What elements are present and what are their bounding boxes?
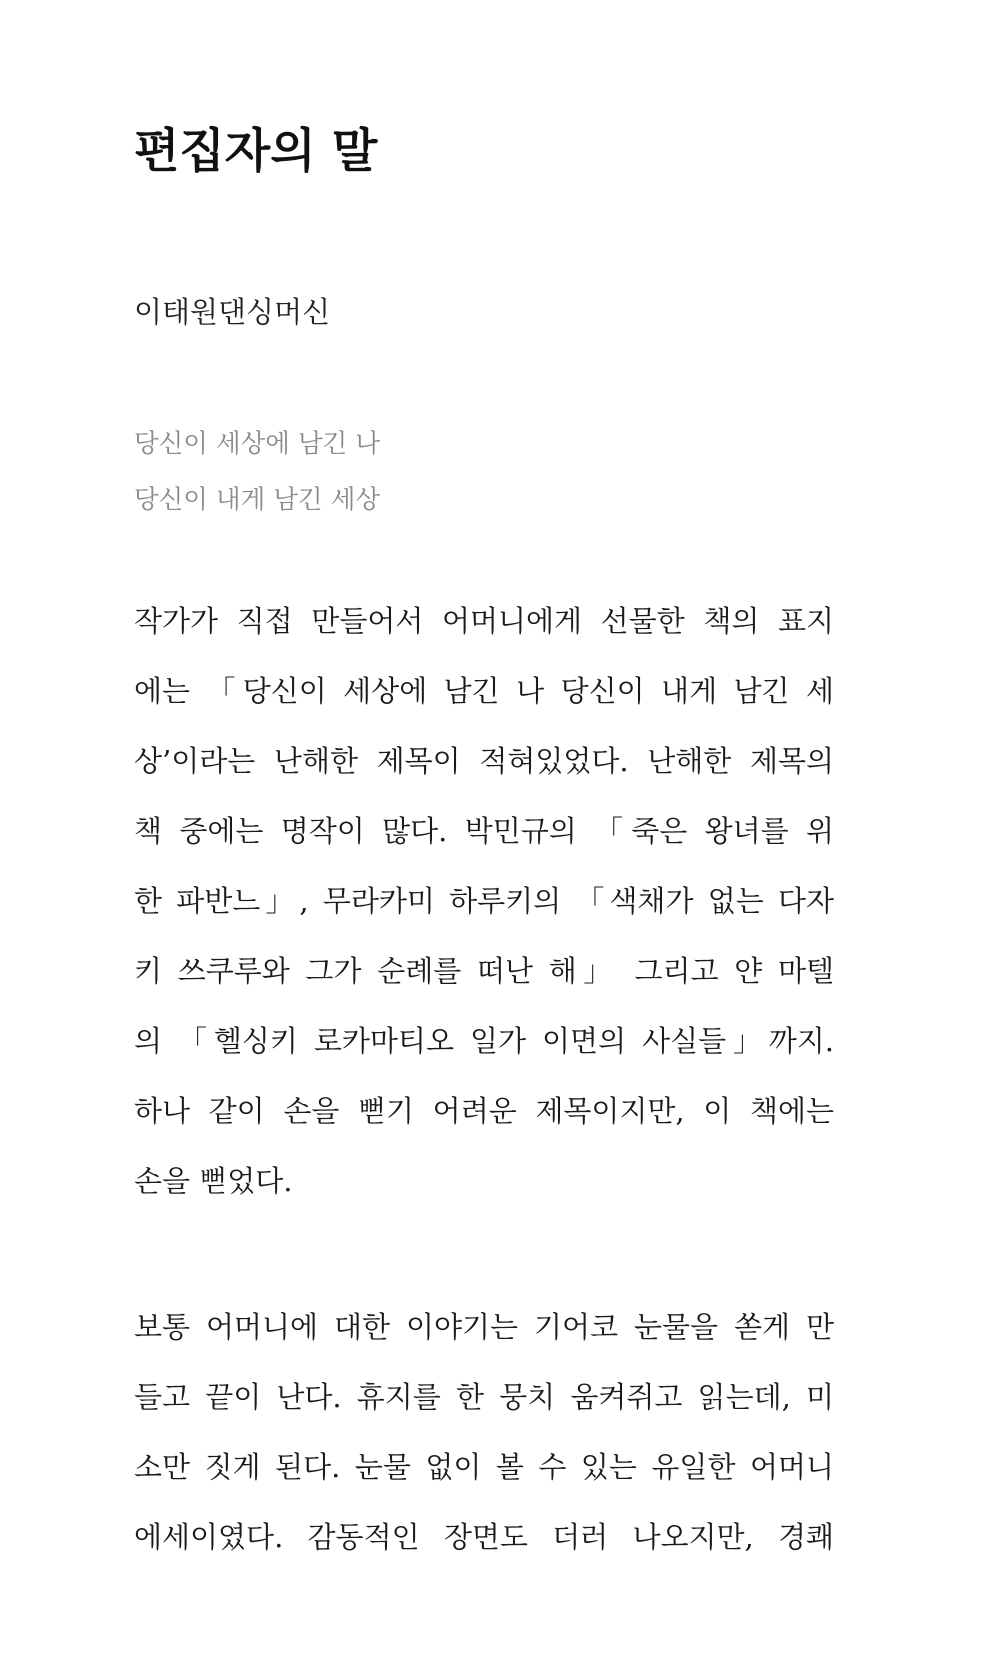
paragraph-line: 에세이였다. 감동적인 장면도 더러 나오지만, 경쾌 <box>134 1520 834 1554</box>
paragraph-line: 들고 끝이 난다. 휴지를 한 뭉치 움켜쥐고 읽는데, 미 <box>134 1380 834 1414</box>
page-title: 편집자의 말 <box>134 124 378 179</box>
paragraph-line: 책 중에는 명작이 많다. 박민규의 「죽은 왕녀를 위 <box>134 814 834 848</box>
epigraph-line: 당신이 세상에 남긴 나 <box>134 429 381 459</box>
paragraph-line: 상’이라는 난해한 제목이 적혀있었다. 난해한 제목의 <box>134 744 834 778</box>
paragraph-line: 에는 「당신이 세상에 남긴 나 당신이 내게 남긴 세 <box>134 674 834 708</box>
paragraph-line: 의 「헬싱키 로카마티오 일가 이면의 사실들」까지. <box>134 1024 834 1058</box>
paragraph-line: 작가가 직접 만들어서 어머니에게 선물한 책의 표지 <box>134 604 834 638</box>
author-name: 이태원댄싱머신 <box>134 295 331 329</box>
body-paragraph-1 <box>134 586 834 1216</box>
paragraph-line: 손을 뻗었다. <box>134 1164 293 1198</box>
paragraph-line: 하나 같이 손을 뻗기 어려운 제목이지만, 이 책에는 <box>134 1094 834 1128</box>
paragraph-line: 키 쓰쿠루와 그가 순례를 떠난 해」 그리고 얀 마텔 <box>134 954 834 988</box>
paragraph-line: 소만 짓게 된다. 눈물 없이 볼 수 있는 유일한 어머니 <box>134 1450 834 1484</box>
paragraph-line: 보통 어머니에 대한 이야기는 기어코 눈물을 쏟게 만 <box>134 1310 834 1344</box>
epigraph-line: 당신이 내게 남긴 세상 <box>134 485 381 515</box>
body-paragraph-2 <box>134 1292 834 1572</box>
paragraph-line: 한 파반느」, 무라카미 하루키의 「색채가 없는 다자 <box>134 884 834 918</box>
epigraph <box>134 416 380 528</box>
